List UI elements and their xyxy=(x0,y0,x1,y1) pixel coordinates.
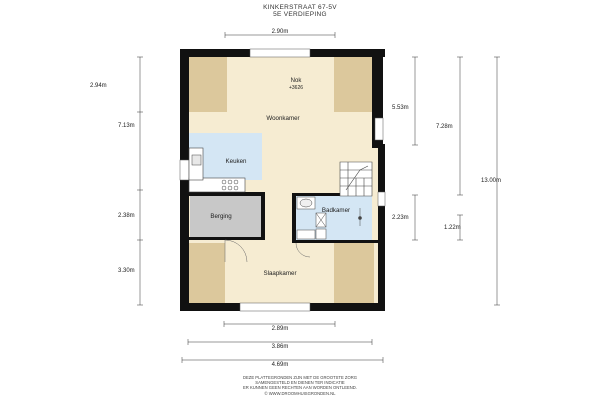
disclaimer-line-3: ER KUNNEN GEEN RECHTEN AAN WORDEN ONTLEEND. xyxy=(242,385,357,391)
dim-top-width: 2.90m xyxy=(271,29,289,35)
window-right-lower xyxy=(378,192,385,206)
badkamer-label: Badkamer xyxy=(321,207,351,214)
nok-height: +3626 xyxy=(288,85,304,91)
disclaimer-line-4: © WWW.DROOMHUISGRONDEN.NL xyxy=(264,390,336,396)
berging-label: Berging xyxy=(210,213,232,220)
dim-left-bedroom: 3.30m xyxy=(118,268,135,274)
disclaimer-line-2: SAMENGESTELD EN DIENEN TER INDICATIE xyxy=(255,380,345,386)
dim-left-top: 2.94m xyxy=(90,83,107,89)
dim-bottom-total: 4.69m xyxy=(271,362,289,368)
floor-title: 5E VERDIEPING xyxy=(273,11,327,18)
slope-top-right xyxy=(334,57,372,112)
slope-bottom-right xyxy=(334,243,374,303)
window-right xyxy=(375,118,383,140)
dim-right-total: 13.00m xyxy=(481,178,502,184)
dim-bottom-mid: 3.86m xyxy=(271,344,289,350)
window-bottom xyxy=(240,303,310,311)
slope-top-left xyxy=(189,57,227,112)
slaapkamer-label: Slaapkamer xyxy=(263,270,297,277)
dim-left-storage: 2.38m xyxy=(118,213,135,219)
window-top xyxy=(250,49,310,57)
disclaimer-line-1: DEZE PLATTEGRONDEN ZIJN MET DE GROOTSTE ZORG xyxy=(242,375,358,380)
dim-bottom-inner: 2.89m xyxy=(271,326,289,332)
dim-inner-right: 5.53m xyxy=(392,105,409,111)
staircase xyxy=(340,162,372,196)
nok-label: Nok xyxy=(290,78,302,84)
slope-bottom-left xyxy=(189,243,225,303)
dim-left-living: 7.13m xyxy=(118,123,135,129)
address-title: KINKERSTRAAT 67-5V xyxy=(263,4,337,11)
keuken-label: Keuken xyxy=(225,158,247,165)
dim-right-small: 1.22m xyxy=(444,225,461,231)
dim-right-bath: 2.23m xyxy=(392,215,409,221)
disclaimer xyxy=(0,375,600,396)
woonkamer-label: Woonkamer xyxy=(266,115,300,122)
sink-icon xyxy=(192,155,201,165)
window-left xyxy=(180,160,189,180)
dim-right-mid: 7.28m xyxy=(436,124,453,130)
